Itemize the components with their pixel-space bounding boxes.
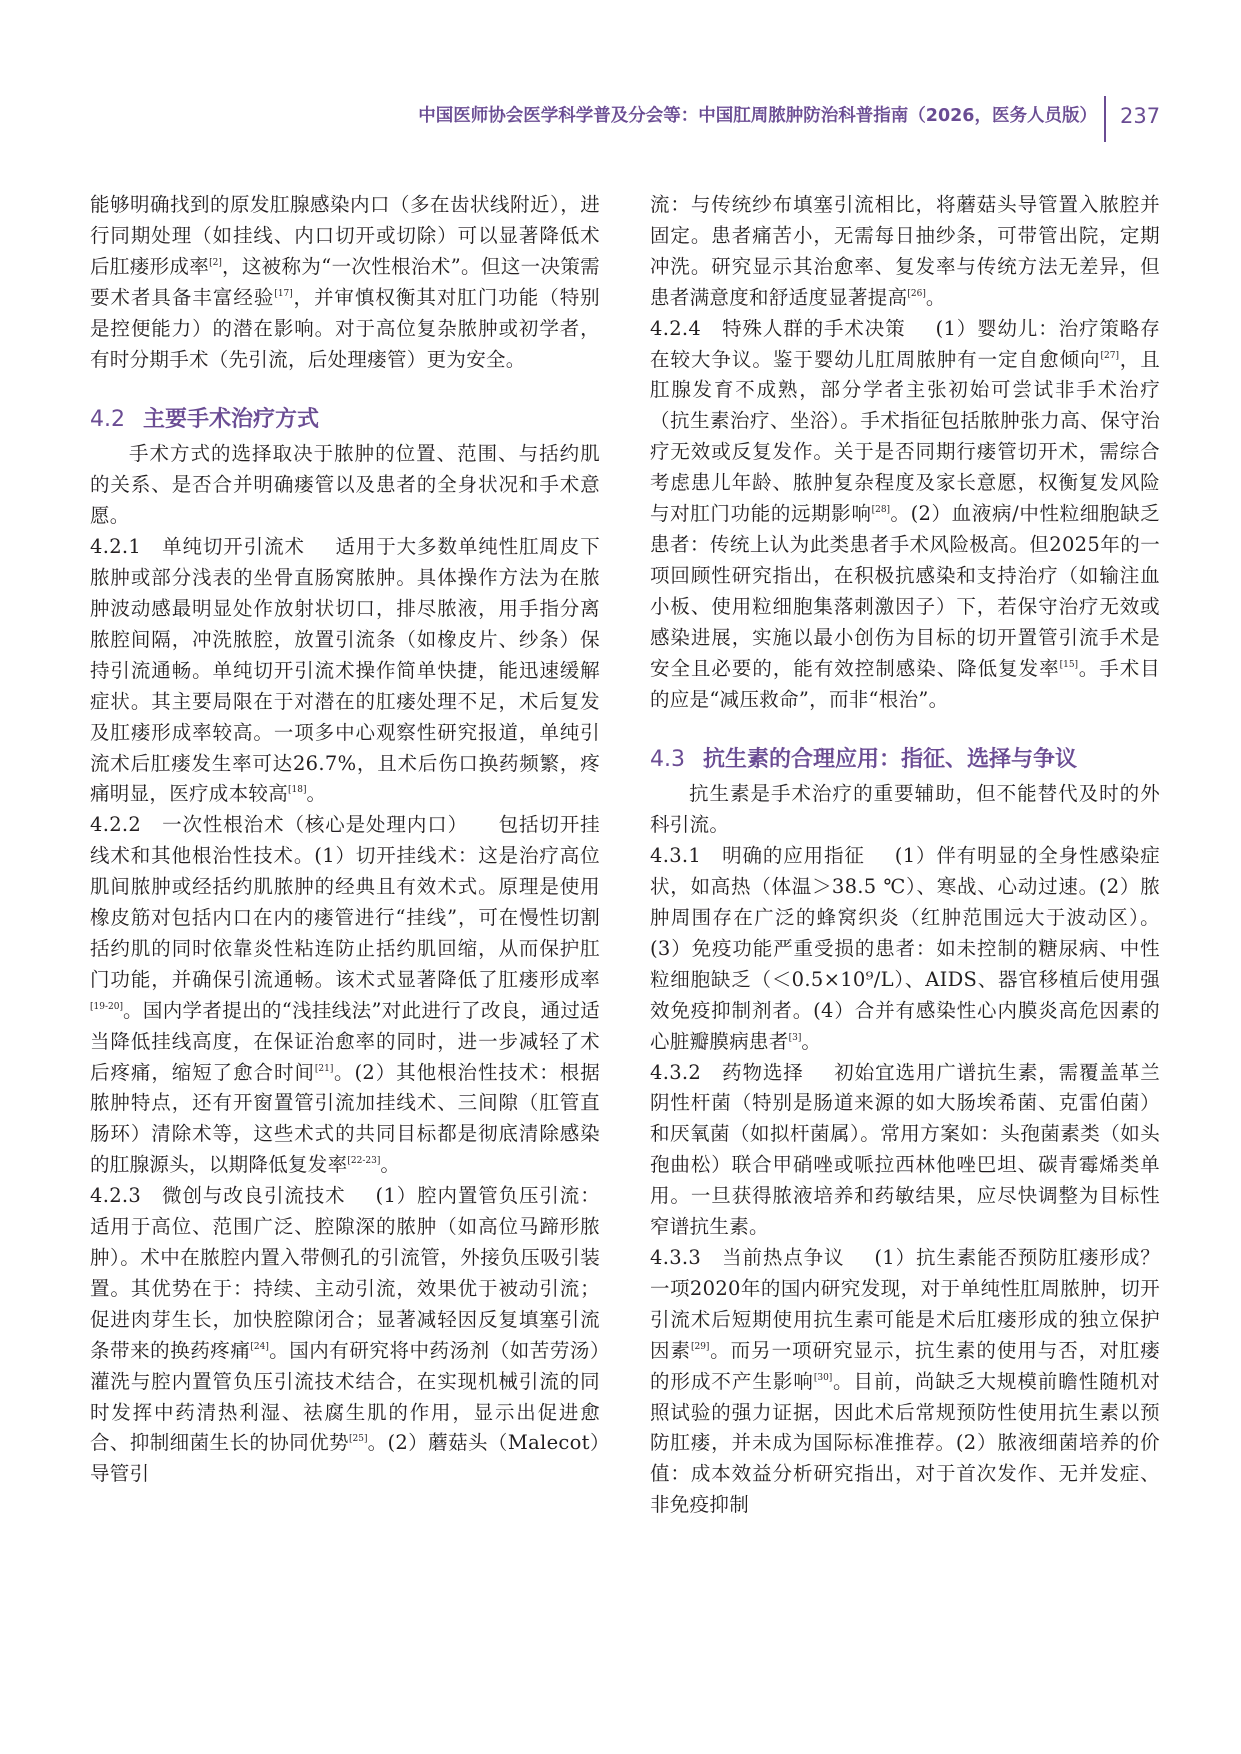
citation: [26]: [907, 288, 926, 299]
text-run: (1）腔内置管负压引流：适用于高位、范围广泛、腔隙深的脓肿（如高位马蹄形脓肿）。术中在脓腔内置入带侧孔的引流管，外接负压吸引装置。其优势在于：持续、主动引流，效果优于被动引流；促进肉芽生长，加快腔隙闭合；显著减轻因反复填塞引流条带来的换药疼痛: [90, 1184, 600, 1362]
text-run: (1）伴有明显的全身性感染症状，如高热（体温＞38.5 ℃）、寒战、心动过速。(2）脓肿周围存在广泛的蜂窝织炎（红肿范围远大于波动区）。(3）免疫功能严重受损的患者：如未控制的糖尿病、中性粒细胞缺乏（＜0.5×10⁹/L）、AIDS、器官移植后使用强效免疫抑制剂者。(4）合并有感染性心内膜炎高危因素的心脏瓣膜病患者: [650, 844, 1160, 1053]
subsection-label: 4.3.1 明确的应用指征: [650, 844, 865, 868]
text-run: 。国内学者提出的“浅挂线法”对此进行了改良，通过适当降低挂线高度，在保证治愈率的同时，进一步减轻了术后疼痛，缩短了愈合时间: [90, 998, 600, 1084]
text-run: ，且肛腺发育不成熟，部分学者主张初始可尝试非手术治疗（抗生素治疗、坐浴）。手术指征包括脓肿张力高、保守治疗无效或反复发作。关于是否同期行瘘管切开术，需综合考虑患儿年龄、脓肿复杂程度及家长意愿，权衡复发风险与对肛门功能的远期影响: [650, 347, 1160, 526]
section-title: 主要手术治疗方式: [143, 407, 320, 433]
subsection-label: 4.2.2 一次性根治术（核心是处理内口）: [90, 813, 469, 837]
citation: [15]: [1059, 659, 1079, 670]
section-heading-4-2: [90, 405, 600, 435]
text-run: 初始宜选用广谱抗生素，需覆盖革兰阴性杆菌（特别是肠道来源的如大肠埃希菌、克雷伯菌）和厌氧菌（如拟杆菌属）。常用方案如：头孢菌素类（如头孢曲松）联合甲硝唑或哌拉西林他唑巴坦、碳青霉烯类单用。一旦获得脓液培养和药敏结果，应尽快调整为目标性窄谱抗生素。: [650, 1060, 1160, 1239]
text-run: 。: [801, 1029, 822, 1053]
text-run: 。国内有研究将中药汤剂（如苦劳汤）灌洗与腔内置管负压引流技术结合，在实现机械引流的同时发挥中药清热利湿、祛腐生肌的作用，显示出促进愈合、抑制细菌生长的协同优势: [90, 1338, 600, 1455]
paragraph-4-2-intro: 手术方式的选择取决于脓肿的位置、范围、与括约肌的关系、是否合并明确瘘管以及患者的全身状况和手术意愿。: [90, 442, 600, 528]
text-run: 包括切开挂线术和其他根治性技术。(1）切开挂线术：这是治疗高位肌间脓肿或经括约肌脓肿的经典且有效术式。原理是使用橡皮筋对包括内口在内的瘘管进行“挂线”，可在慢性切割括约肌的同时依靠炎性粘连防止括约肌回缩，从而保护肛门功能，并确保引流通畅。该术式显著降低了肛瘘形成率: [90, 813, 600, 991]
subsection-label: 4.2.1 单纯切开引流术: [90, 535, 305, 559]
text-run: 。(2）血液病/中性粒细胞缺乏患者：传统上认为此类患者手术风险极高。但2025年的一项回顾性研究指出，在积极抗感染和支持治疗（如输注血小板、使用粒细胞集落刺激因子）下，若保守治疗无效或感染进展，实施以最小创伤为目标的切开置管引流手术是安全且必要的，能有效控制感染、降低复发率: [650, 502, 1160, 680]
citation: [28]: [871, 505, 891, 516]
text-run: 。而另一项研究显示，抗生素的使用与否，对肛瘘的形成不产生影响: [650, 1338, 1160, 1393]
running-head: [0, 104, 1241, 144]
text-run: 能够明确找到的原发肛腺感染内口（多在齿状线附近），进行同期处理（如挂线、内口切开或切除）可以显著降低术后肛瘘形成率: [90, 193, 600, 278]
text-run: 。: [925, 285, 946, 309]
citation: [21]: [314, 1063, 334, 1074]
text-run: (1）抗生素能否预防肛瘘形成？一项2020年的国内研究发现，对于单纯性肛周脓肿，切开引流术后短期使用抗生素可能是术后肛瘘形成的独立保护因素: [650, 1246, 1160, 1362]
paragraph-continued: [650, 190, 1160, 314]
subsection-label: 4.3.2 药物选择: [650, 1060, 804, 1084]
subsection-label: 4.2.3 微创与改良引流技术: [90, 1184, 346, 1208]
section-title: 抗生素的合理应用：指征、选择与争议: [703, 747, 1078, 773]
text-run: 。: [380, 1153, 401, 1177]
citation: [18]: [288, 785, 307, 796]
citation: [25]: [348, 1434, 368, 1445]
citation: [19-20]: [90, 1001, 123, 1012]
left-column: [90, 190, 600, 1490]
citation: [17]: [274, 288, 293, 299]
paragraph-intro-continued: [90, 190, 600, 375]
section-number: 4.3: [650, 747, 685, 773]
header-divider: [1104, 96, 1106, 142]
text-run: (1）婴幼儿：治疗策略存在较大争议。鉴于婴幼儿肛周脓肿有一定自愈倾向: [650, 316, 1160, 371]
text-run: 适用于大多数单纯性肛周皮下脓肿或部分浅表的坐骨直肠窝脓肿。具体操作方法为在脓肿波动感最明显处作放射状切口，排尽脓液，用手指分离脓腔间隔，冲洗脓腔，放置引流条（如橡皮片、纱条）保持引流通畅。单纯切开引流术操作简单快捷，能迅速缓解症状。其主要局限在于对潜在的肛瘘处理不足，术后复发及肛瘘形成率较高。一项多中心观察性研究报道，单纯引流术后肛瘘发生率可达26.7%，且术后伤口换药频繁，疼痛明显，医疗成本较高: [90, 535, 600, 806]
subsection-4-2-3: [90, 1181, 600, 1490]
citation: [2]: [209, 257, 222, 268]
right-column: [650, 190, 1160, 1521]
text-run: ，这被称为“一次性根治术”。但这一决策需要术者具备丰富经验: [90, 254, 600, 309]
subsection-4-3-1: [650, 841, 1160, 1057]
text-run: 。手术目的应是“减压救命”，而非“根治”。: [650, 656, 1160, 711]
citation: [30]: [813, 1372, 833, 1383]
section-number: 4.2: [90, 407, 125, 433]
subsection-4-2-2: [90, 810, 600, 1181]
subsection-label: 4.3.3 当前热点争议: [650, 1246, 845, 1269]
text-run: 流：与传统纱布填塞引流相比，将蘑菇头导管置入脓腔并固定。患者痛苦小，无需每日抽纱条，可带管出院，定期冲洗。研究显示其治愈率、复发率与传统方法无差异，但患者满意度和舒适度显著提高: [650, 193, 1160, 309]
subsection-4-3-2: [650, 1058, 1160, 1243]
citation: [24]: [250, 1341, 269, 1352]
subsection-4-2-4: [650, 314, 1160, 716]
text-run: 。目前，尚缺乏大规模前瞻性随机对照试验的强力证据，因此术后常规预防性使用抗生素以预防肛瘘，并未成为国际标准推荐。(2）脓液细菌培养的价值：成本效益分析研究指出，对于首次发作、无并发症、非免疫抑制: [650, 1369, 1160, 1517]
citation: [3]: [788, 1032, 802, 1043]
text-run: ，并审慎权衡其对肛门功能（特别是控便能力）的潜在影响。对于高位复杂脓肿或初学者，有时分期手术（先引流，后处理瘘管）更为安全。: [90, 285, 600, 371]
text-run: 。(2）蘑菇头（Malecot）导管引: [90, 1431, 600, 1486]
section-heading-4-3: [650, 745, 1160, 775]
citation: [22-23]: [347, 1156, 381, 1167]
subsection-4-3-3: [650, 1243, 1160, 1521]
text-run: 。(2）其他根治性技术：根据脓肿特点，还有开窗置管引流加挂线术、三间隙（肛管直肠环）清除术等，这些术式的共同目标都是彻底清除感染的肛腺源头，以期降低复发率: [90, 1060, 600, 1177]
subsection-4-2-1: 4.2.1 单纯切开引流术 适用于大多数单纯性肛周皮下脓肿或部分浅表的坐骨直肠窝脓肿。具体操作方法为在脓肿波动感最明显处作放射状切口，排尽脓液，用手指分离脓腔间隔，冲洗脓腔，放置引流条（如橡皮片、纱条）保持引流通畅。单纯切开引流术操作简单快捷，能迅速缓解症状。其主要局限在于对潜在的肛瘘处理不足，术后复发及肛瘘形成率较高。一项多中心观察性研究报道，单纯引流术后肛瘘发生率可达26.7%，且术后伤口换药频繁，疼痛明显，医疗成本较高[18]。: [90, 535, 600, 806]
subsection-label: 4.2.4 特殊人群的手术决策: [650, 316, 906, 340]
running-title: 中国医师协会医学科学普及分会等：中国肛周脓肿防治科普指南（2026，医务人员版）: [418, 106, 1097, 126]
citation: [29]: [690, 1341, 710, 1352]
paragraph-4-3-intro: 抗生素是手术治疗的重要辅助，但不能替代及时的外科引流。: [650, 782, 1160, 837]
citation: [27]: [1100, 350, 1120, 361]
page-number: 237: [1120, 104, 1161, 128]
